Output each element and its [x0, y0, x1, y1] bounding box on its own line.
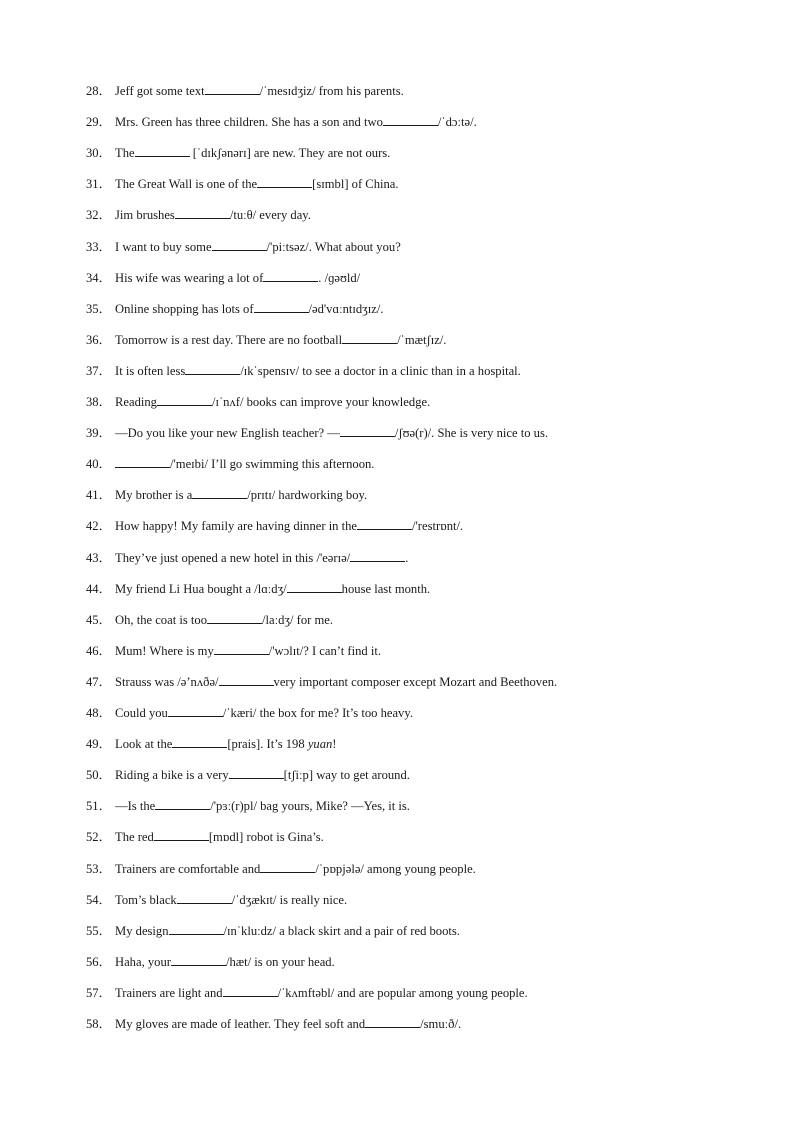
answer-blank[interactable] [383, 113, 438, 126]
question-text-before: My gloves are made of leather. They feel soft and [115, 1017, 366, 1031]
question-number: 55． [86, 923, 112, 938]
question-item [86, 859, 476, 879]
question-text-before: My design [115, 923, 169, 938]
question-text-after: house last month. [341, 581, 431, 596]
question-text-after: /smuːð/. [420, 1017, 462, 1031]
question-text-after: /'wɔlɪt/? I can’t find it. [268, 643, 381, 658]
question-text-before: —Is the [115, 799, 156, 814]
question-text-before: My friend Li Hua bought a /lɑːdʒ/ [115, 581, 287, 596]
answer-blank[interactable] [192, 486, 247, 499]
question-number: 40． [86, 457, 112, 472]
question-item [86, 1014, 461, 1034]
question-text-after: [ˈdɪkʃənərɪ] are new. They are not ours. [189, 146, 391, 161]
question-text-after: /ɪˈnʌf/ books can improve your knowledge. [211, 395, 431, 409]
answer-blank[interactable] [169, 922, 224, 935]
question-item [86, 796, 410, 816]
question-number: 36． [86, 332, 112, 347]
answer-blank[interactable] [357, 517, 412, 530]
question-text-before: Oh, the coat is too [115, 612, 207, 627]
question-text-after: very important composer except Mozart and Beethoven. [273, 674, 558, 689]
question-text-after: . /ɡəʊld/ [318, 270, 361, 285]
question-text-before: The Great Wall is one of the [115, 177, 258, 192]
question-text-before: Jeff got some text [115, 84, 205, 98]
question-number: 50． [86, 768, 112, 783]
question-text-before: Trainers are light and [115, 985, 223, 1000]
question-text-before: I want to buy some [115, 239, 212, 254]
question-text-after: /'restrɒnt/. [412, 519, 464, 534]
question-text-before: They’ve just opened a new hotel in this /'eərɪə/ [115, 550, 351, 565]
question-text-after: /ɪnˈkluːdz/ a black skirt and a pair of red boots. [223, 923, 460, 938]
question-item [86, 392, 430, 412]
question-number: 51． [86, 799, 112, 814]
question-text-before: His wife was wearing a lot of [115, 270, 264, 285]
answer-blank[interactable] [219, 673, 274, 686]
question-item [86, 641, 381, 661]
question-text-after: [prais]. It’s 198 [227, 737, 308, 752]
question-item [86, 983, 528, 1003]
question-text-after: [sɪmbl] of China. [312, 177, 399, 192]
question-text-after: /ˈdʒækɪt/ is really nice. [231, 892, 348, 907]
question-item [86, 112, 477, 132]
question-item [86, 703, 413, 723]
question-number: 35． [86, 301, 112, 316]
question-item [86, 672, 557, 692]
question-text-after: /hæt/ is on your head. [225, 954, 335, 969]
question-text-after: /'pɜː(r)pl/ bag yours, Mike? —Yes, it is. [210, 799, 410, 814]
question-item [86, 237, 401, 257]
answer-blank[interactable] [257, 175, 312, 188]
answer-blank[interactable] [254, 300, 309, 313]
answer-blank[interactable] [115, 455, 170, 468]
question-text-before: The red [115, 830, 154, 845]
question-number: 56． [86, 954, 112, 969]
answer-blank[interactable] [171, 953, 226, 966]
question-text-after: . [405, 550, 409, 565]
answer-blank[interactable] [205, 82, 260, 95]
question-number: 43． [86, 550, 112, 565]
question-number: 49． [86, 737, 112, 752]
answer-blank[interactable] [223, 984, 278, 997]
question-item [86, 579, 430, 599]
question-number: 44． [86, 581, 112, 596]
answer-blank[interactable] [214, 642, 269, 655]
question-text-before: Haha, your [115, 954, 171, 969]
question-number: 38． [86, 395, 112, 409]
answer-blank[interactable] [340, 424, 395, 437]
question-text-after: /'piːtsəz/. What about you? [266, 239, 401, 254]
question-number: 32． [86, 208, 112, 223]
question-text-after: /ˈkʌmftəbl/ and are popular among young people. [277, 985, 528, 1000]
question-number: 57． [86, 985, 112, 1000]
question-text-after: /ˈmesɪdʒiz/ from his parents. [259, 84, 404, 98]
question-item [86, 921, 460, 941]
question-text-after: [tʃiːp] way to get around. [283, 768, 410, 783]
answer-blank[interactable] [365, 1015, 420, 1028]
question-text-before: The [115, 146, 135, 161]
question-text-before: Mum! Where is my [115, 643, 214, 658]
question-number: 29． [86, 115, 112, 130]
question-text-after: [mɒdl] robot is Gina’s. [208, 830, 324, 845]
question-item [86, 361, 521, 381]
question-number: 39． [86, 426, 112, 441]
question-text-before: Could you [115, 706, 168, 720]
question-text-before: How happy! My family are having dinner in the [115, 519, 358, 534]
question-item [86, 890, 347, 910]
question-text-after: /əd'vɑːntɪdʒɪz/. [308, 301, 384, 316]
question-text-after: /'meɪbi/ I’ll go swimming this afternoon. [170, 457, 375, 472]
answer-blank[interactable] [263, 269, 318, 282]
answer-blank[interactable] [168, 704, 223, 717]
question-number: 30． [86, 146, 112, 161]
answer-blank[interactable] [157, 393, 212, 406]
question-number: 46． [86, 643, 112, 658]
question-number: 45． [86, 612, 112, 627]
question-number: 37． [86, 363, 112, 378]
question-text-after: /ˈpɒpjələ/ among young people. [315, 861, 476, 876]
question-text-after: /ˈdɔːtə/. [437, 115, 477, 130]
question-italic-word: yuan [307, 737, 333, 752]
question-number: 41． [86, 488, 112, 503]
answer-blank[interactable] [135, 144, 190, 157]
answer-blank[interactable] [175, 206, 230, 219]
answer-blank[interactable] [155, 797, 210, 810]
question-number: 42． [86, 519, 112, 534]
question-text-before: Tom’s black [115, 892, 177, 907]
answer-blank[interactable] [212, 238, 267, 251]
question-item [86, 423, 548, 443]
question-text-before: —Do you like your new English teacher? — [115, 426, 340, 441]
question-text-before: My brother is a [115, 488, 193, 503]
question-item [86, 765, 410, 785]
answer-blank[interactable] [260, 860, 315, 873]
question-item [86, 952, 335, 972]
question-text-before: Online shopping has lots of [115, 301, 254, 316]
question-text-before: Reading [115, 395, 157, 409]
answer-blank[interactable] [287, 580, 342, 593]
question-number: 47． [86, 674, 112, 689]
question-number: 48． [86, 706, 112, 720]
question-text-after: /laːdʒ/ for me. [262, 612, 333, 627]
question-text-before: Strauss was /ə’nʌðə/ [115, 674, 219, 689]
question-number: 54． [86, 892, 112, 907]
question-item [86, 827, 324, 847]
question-text-after: /tuːθ/ every day. [229, 208, 311, 223]
question-text-before: It is often less [115, 363, 186, 378]
question-text-before: Mrs. Green has three children. She has a son and two [115, 115, 383, 130]
question-text-tail: ! [332, 737, 337, 752]
question-item [86, 485, 367, 505]
question-text-after: /ˈmætʃɪz/. [397, 332, 447, 347]
question-text-after: /ɪkˈspensɪv/ to see a doctor in a clinic than in a hospital. [240, 363, 521, 378]
answer-blank[interactable] [154, 828, 209, 841]
question-item [86, 516, 463, 536]
question-item [86, 610, 333, 630]
question-text-before: Jim brushes [115, 208, 175, 223]
question-item [86, 299, 384, 319]
answer-blank[interactable] [185, 362, 240, 375]
question-item [86, 205, 311, 225]
question-text-before: Trainers are comfortable and [115, 861, 261, 876]
question-text-after: /prɪtɪ/ hardworking boy. [247, 488, 368, 503]
question-item [86, 330, 446, 350]
answer-blank[interactable] [172, 735, 227, 748]
question-number: 31． [86, 177, 112, 192]
question-item [86, 143, 390, 163]
question-item [86, 454, 374, 474]
question-number: 33． [86, 239, 112, 254]
question-item [86, 174, 399, 194]
question-text-before: Tomorrow is a rest day. There are no football [115, 332, 343, 347]
question-number: 28． [86, 84, 112, 98]
answer-blank[interactable] [177, 891, 232, 904]
question-number: 58． [86, 1017, 112, 1031]
answer-blank[interactable] [350, 549, 405, 562]
question-text-before: Look at the [115, 737, 173, 752]
question-text-after: /ʃʊə(r)/. She is very nice to us. [394, 426, 548, 441]
question-item [86, 548, 408, 568]
question-item [86, 81, 404, 101]
question-text-before: Riding a bike is a very [115, 768, 229, 783]
question-number: 52． [86, 830, 112, 845]
answer-blank[interactable] [342, 331, 397, 344]
question-number: 34． [86, 270, 112, 285]
question-number: 53． [86, 861, 112, 876]
question-text-after: /ˈkæri/ the box for me? It’s too heavy. [222, 706, 413, 720]
answer-blank[interactable] [229, 766, 284, 779]
answer-blank[interactable] [207, 611, 262, 624]
question-item [86, 268, 360, 288]
question-item [86, 734, 337, 754]
